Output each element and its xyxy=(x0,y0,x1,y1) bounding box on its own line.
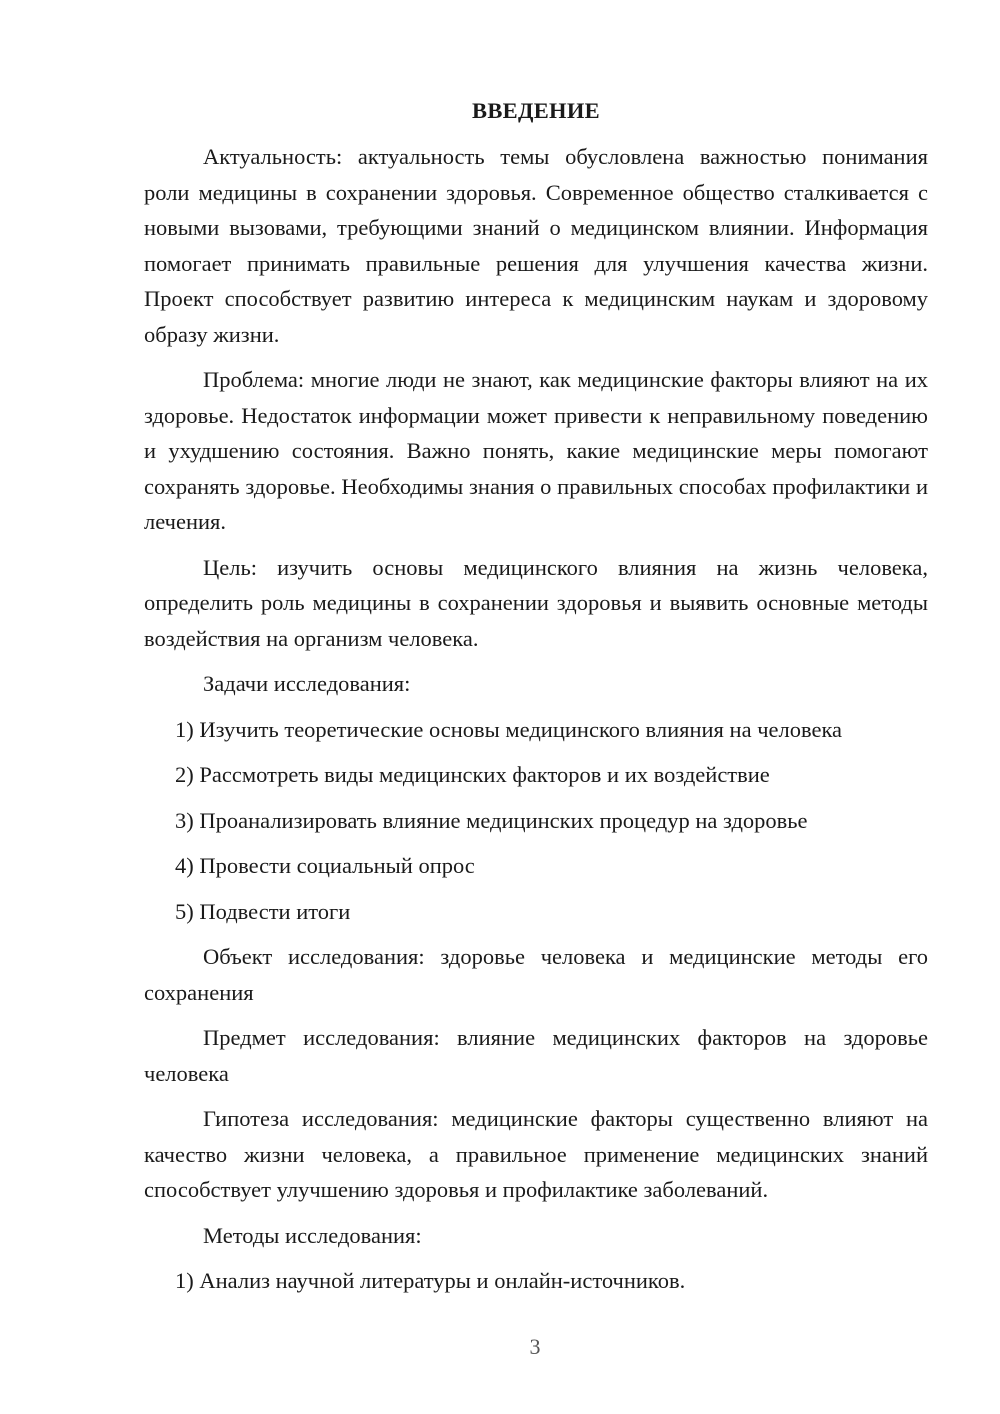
page-content xyxy=(144,96,928,1299)
object-paragraph: Объект исследования: здоровье человека и медицинские методы его сохранения xyxy=(144,944,928,1005)
methods-heading: Методы исследования: xyxy=(203,1222,422,1248)
page-title: ВВЕДЕНИЕ xyxy=(472,98,600,123)
methods-list xyxy=(144,1263,928,1299)
task-item-4: 4) Провести социальный опрос xyxy=(175,853,475,878)
tasks-heading: Задачи исследования: xyxy=(203,671,411,696)
task-item-3: 3) Проанализировать влияние медицинских процедур на здоровье xyxy=(175,807,808,833)
subject-paragraph: Предмет исследования: влияние медицинских факторов на здоровье человека xyxy=(144,1025,928,1086)
hypothesis-paragraph: Гипотеза исследования: медицинские факторы существенно влияют на качество жизни человека, а правильное применение медицинских знаний способствует улучшению здоровья и профилактике заболеваний. xyxy=(144,1106,928,1202)
problem-paragraph: Проблема: многие люди не знают, как медицинские факторы влияют на их здоровье. Недостаток информации может привести к неправильному поведению и ухудшению состояния. Важно понять, какие медицинские меры помогают сохранять здоровье. Необходимы знания о правильных способах профилактики и лечения. xyxy=(144,367,928,534)
method-item-1: 1) Анализ научной литературы и онлайн-источников. xyxy=(175,1268,686,1293)
goal-paragraph: Цель: изучить основы медицинского влияния на жизнь человека, определить роль медицины в сохранении здоровья и выявить основные методы воздействия на организм человека. xyxy=(144,554,928,651)
page-number: 3 xyxy=(529,1334,541,1359)
task-item-2: 2) Рассмотреть виды медицинских факторов и их воздействие xyxy=(175,762,770,787)
tasks-list xyxy=(144,712,928,930)
task-item-1: 1) Изучить теоретические основы медицинского влияния на человека xyxy=(175,716,843,742)
task-item-5: 5) Подвести итоги xyxy=(175,898,351,924)
relevance-paragraph: Актуальность: актуальность темы обусловлена важностью понимания роли медицины в сохранении здоровья. Современное общество сталкивается с новыми вызовами, требующими знаний о медицинском влиянии. Информация помогает принимать правильные решения для улучшения качества жизни. Проект способствует развитию интереса к медицинским наукам и здоровому образу жизни. xyxy=(144,144,928,347)
